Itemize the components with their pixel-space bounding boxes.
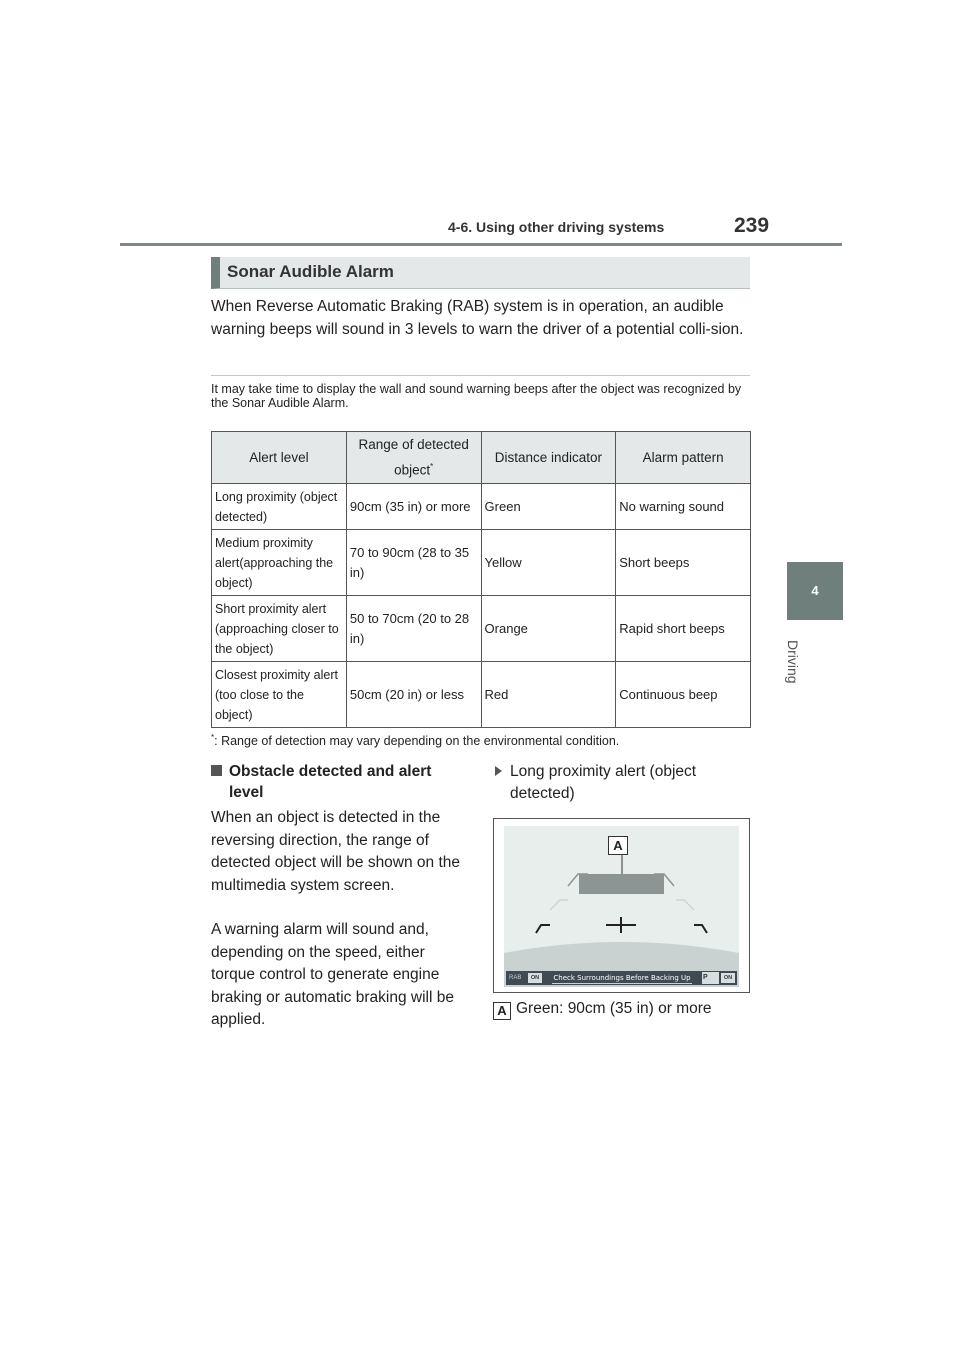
- parking-sensor-icon[interactable]: P: [702, 972, 719, 984]
- guide-corner-left: [536, 925, 550, 933]
- table-row: [212, 662, 751, 728]
- multimedia-screen: [504, 826, 739, 987]
- square-bullet-icon: [211, 765, 222, 776]
- guide-corner-right: [694, 925, 707, 933]
- obstacle-heading: [211, 761, 461, 803]
- note-divider: [211, 375, 750, 376]
- footnote: [211, 733, 619, 748]
- cell-alert-level: Closest proximity alert (too close to the object): [212, 662, 347, 728]
- cell-alert-level: Long proximity (object detected): [212, 484, 347, 530]
- footnote-mark: *: [211, 733, 215, 742]
- intro-paragraph: When Reverse Automatic Braking (RAB) system is in operation, an audible warning beeps will sound in 3 levels to warn the driver of a potential colli-sion.: [211, 298, 744, 338]
- backing-warning-message: Check Surroundings Before Backing Up: [553, 974, 691, 982]
- column-header-range-text: Range of detected object: [358, 436, 469, 478]
- rab-label: RAB: [509, 975, 522, 981]
- legend-text: Green: 90cm (35 in) or more: [516, 1000, 712, 1017]
- column-header-range: [346, 432, 481, 484]
- cell-indicator: Yellow: [481, 530, 616, 596]
- message-underline: [552, 983, 692, 984]
- table-row: [212, 484, 751, 530]
- cell-range: 70 to 90cm (28 to 35 in): [346, 530, 481, 596]
- triangle-bullet-icon: [495, 766, 502, 776]
- obstacle-paragraph-1: When an object is detected in the reversing direction, the range of detected object will be shown on the multimedia system screen.: [211, 809, 461, 894]
- cell-range: 50cm (20 in) or less: [346, 662, 481, 728]
- sensor-arc-left-outer: [550, 900, 568, 910]
- cell-pattern: Continuous beep: [616, 662, 751, 728]
- cell-pattern: No warning sound: [616, 484, 751, 530]
- rab-on-badge[interactable]: ON: [528, 973, 542, 983]
- cell-indicator: Red: [481, 662, 616, 728]
- header-section-title: 4-6. Using other driving systems: [448, 219, 665, 235]
- table-header-row: [212, 432, 751, 484]
- legend-key-a: A: [493, 1002, 511, 1020]
- parking-on-badge[interactable]: ON: [721, 973, 735, 983]
- cell-range: 50 to 70cm (20 to 28 in): [346, 596, 481, 662]
- screen-status-bar: [506, 971, 737, 985]
- obstacle-paragraph-2: A warning alarm will sound and, depending on the speed, either torque control to generate engine braking or automatic braking will be applied.: [211, 921, 454, 1028]
- chapter-tab[interactable]: 4: [787, 562, 843, 620]
- column-header-pattern: Alarm pattern: [616, 432, 751, 484]
- illustration-caption: [493, 761, 753, 804]
- callout-a-label: A: [608, 836, 628, 855]
- illustration-frame: [493, 818, 750, 993]
- page-number: 239: [734, 214, 770, 237]
- alarm-level-table: [211, 431, 751, 728]
- chapter-label-text: Driving: [785, 640, 801, 684]
- cell-indicator: Green: [481, 484, 616, 530]
- cell-alert-level: Short proximity alert (approaching closer to the object): [212, 596, 347, 662]
- section-title: Sonar Audible Alarm: [227, 262, 394, 281]
- cell-pattern: Rapid short beeps: [616, 596, 751, 662]
- cell-pattern: Short beeps: [616, 530, 751, 596]
- table-row: [212, 530, 751, 596]
- header-rule: [120, 243, 842, 246]
- cell-alert-level: Medium proximity alert(approaching the object): [212, 530, 347, 596]
- section-title-bar: [211, 257, 750, 289]
- column-header-indicator: Distance indicator: [481, 432, 616, 484]
- footnote-mark: *: [430, 461, 434, 471]
- chapter-label: [775, 640, 815, 700]
- cell-indicator: Orange: [481, 596, 616, 662]
- cell-range: 90cm (35 in) or more: [346, 484, 481, 530]
- sensor-arc-right-outer: [676, 900, 694, 910]
- illustration-caption-text: Long proximity alert (object detected): [510, 763, 697, 802]
- table-row: [212, 596, 751, 662]
- column-header-alert-level: Alert level: [212, 432, 347, 484]
- footnote-text: : Range of detection may vary depending on the environmental condition.: [214, 734, 620, 749]
- detected-object-bar: [579, 874, 664, 894]
- obstacle-heading-text: Obstacle detected and alert level: [229, 763, 432, 801]
- note-text: It may take time to display the wall and sound warning beeps after the object was recognized by the Sonar Audible Alarm.: [211, 382, 742, 410]
